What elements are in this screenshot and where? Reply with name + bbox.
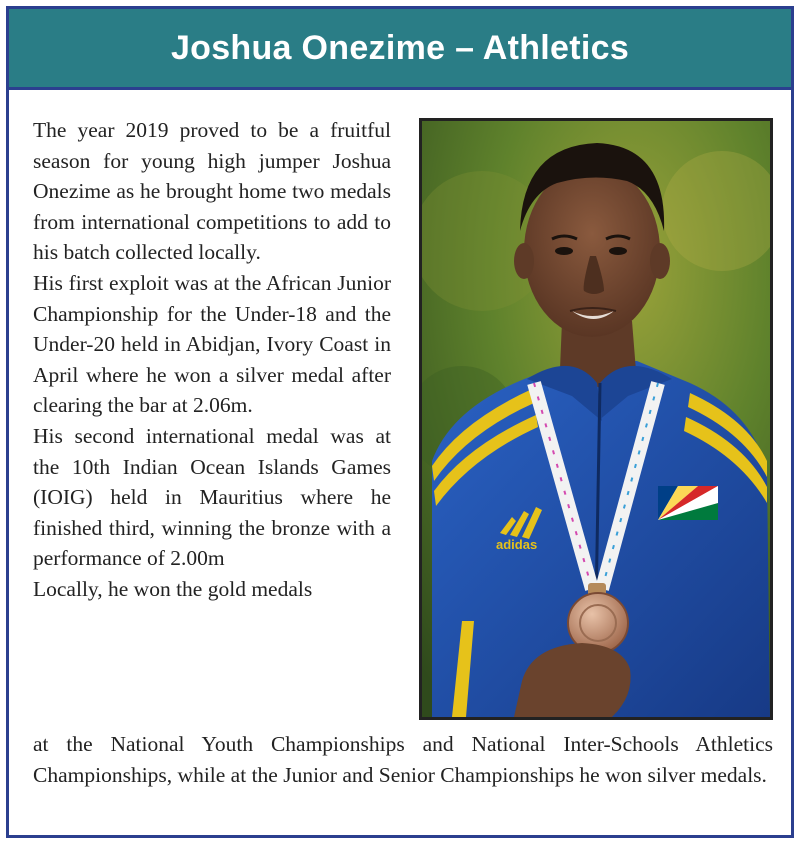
article-column-text xyxy=(33,115,391,605)
article-title: Joshua Onezime – Athletics xyxy=(170,28,630,67)
article-paragraph-3: His second international medal was at the 10th Indian Ocean Islands Games (IOIG) held in Mauritius where he finished third, winning the bronze with a performance of 2.00m xyxy=(33,423,391,571)
seychelles-flag-icon xyxy=(658,486,718,520)
article-paragraph-2: His first exploit was at the African Junior Championship for the Under-18 and the Under-20 held in Abidjan, Ivory Coast in April where he won a silver medal after clearing the bar at 2.06m. xyxy=(33,270,391,418)
article-paragraph-4: Locally, he won the gold medals xyxy=(33,576,313,601)
article-continuation-text xyxy=(33,729,773,790)
athlete-photo xyxy=(419,118,773,720)
article-paragraph-continuation: at the National Youth Championships and National Inter-Schools Athletics Championships, while at the Junior and Senior Championships he won silver medals. xyxy=(33,732,773,787)
athlete-portrait-icon xyxy=(422,121,770,717)
header-band xyxy=(9,9,791,90)
article-paragraph-1: The year 2019 proved to be a fruitful season for young high jumper Joshua Onezime as he brought home two medals from international competitions to add to his batch collected locally. xyxy=(33,118,391,265)
adidas-brand-text: adidas xyxy=(496,537,538,552)
article-frame xyxy=(6,6,794,838)
